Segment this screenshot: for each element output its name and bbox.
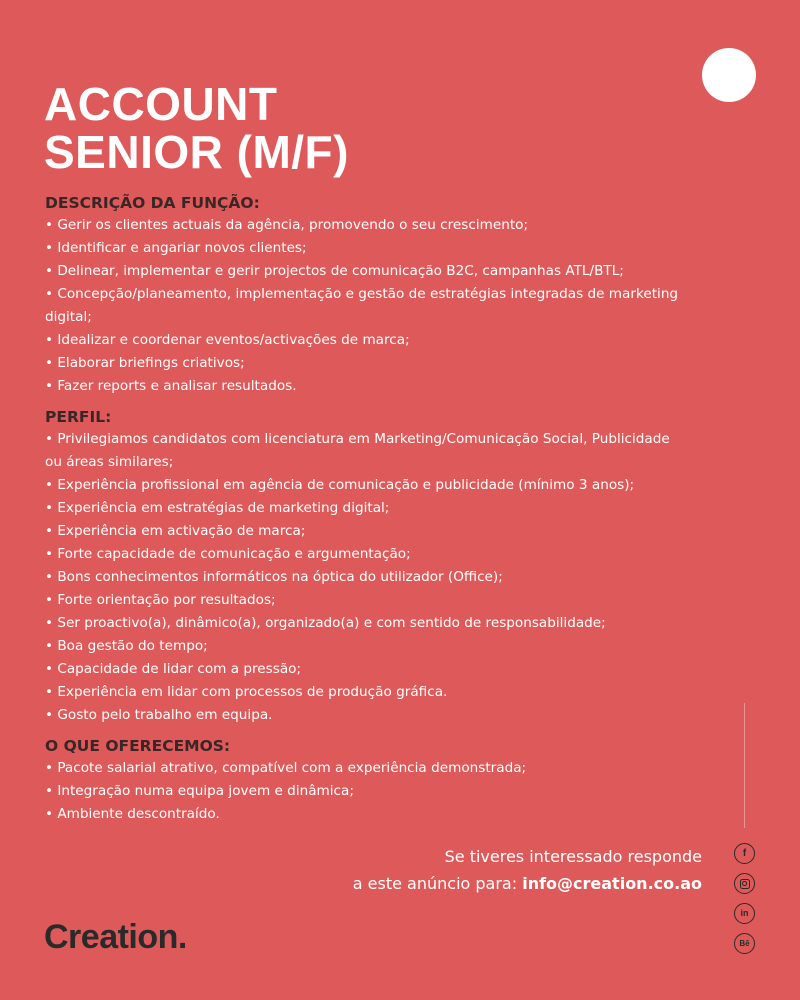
section-heading: PERFIL: bbox=[45, 408, 112, 426]
list-item: • Idealizar e coordenar eventos/activações de marca; bbox=[45, 332, 410, 348]
list-item: • Gerir os clientes actuais da agência, promovendo o seu crescimento; bbox=[45, 217, 529, 233]
list-item: • Privilegiamos candidatos com licenciatura em Marketing/Comunicação Social, Publicidade ou áreas similares; bbox=[45, 431, 670, 470]
section-heading: DESCRIÇÃO DA FUNÇÃO: bbox=[45, 194, 260, 212]
section-offer bbox=[45, 735, 685, 826]
list-item: • Forte orientação por resultados; bbox=[45, 592, 276, 608]
list-item: • Capacidade de lidar com a pressão; bbox=[45, 661, 302, 677]
list-item: • Experiência profissional em agência de comunicação e publicidade (mínimo 3 anos); bbox=[45, 477, 635, 493]
list-item: • Ser proactivo(a), dinâmico(a), organizado(a) e com sentido de responsabilidade; bbox=[45, 615, 606, 631]
list-item: • Identificar e angariar novos clientes; bbox=[45, 240, 307, 256]
facebook-glyph: f bbox=[742, 847, 747, 859]
brand-logo: Creation. bbox=[44, 918, 187, 956]
section-heading: O QUE OFERECEMOS: bbox=[45, 737, 231, 755]
contact-email-link[interactable]: info@creation.co.ao bbox=[522, 874, 702, 893]
list-item: • Concepção/planeamento, implementação e gestão de estratégias integradas de marketing digital; bbox=[45, 286, 679, 325]
list-item: • Ambiente descontraído. bbox=[45, 806, 220, 822]
contact-prefix: a este anúncio para: bbox=[352, 874, 523, 893]
instagram-icon[interactable] bbox=[734, 873, 755, 894]
divider bbox=[744, 703, 745, 828]
job-description bbox=[45, 192, 685, 826]
list-item: • Elaborar briefings criativos; bbox=[45, 355, 245, 371]
job-title bbox=[44, 80, 349, 176]
facebook-icon[interactable] bbox=[734, 843, 755, 864]
contact-info bbox=[353, 843, 702, 897]
behance-icon[interactable] bbox=[734, 933, 755, 954]
list-item: • Boa gestão do tempo; bbox=[45, 638, 208, 654]
bullet-list bbox=[45, 428, 685, 727]
list-item: • Integração numa equipa jovem e dinâmica; bbox=[45, 783, 354, 799]
list-item: • Gosto pelo trabalho em equipa. bbox=[45, 707, 273, 723]
instagram-glyph bbox=[740, 879, 750, 889]
job-title-line-2: SENIOR (M/F) bbox=[44, 126, 349, 178]
list-item: • Experiência em activação de marca; bbox=[45, 523, 306, 539]
list-item: • Experiência em lidar com processos de produção gráfica. bbox=[45, 684, 448, 700]
behance-glyph: Bē bbox=[739, 938, 750, 948]
decorative-circle bbox=[702, 48, 756, 102]
list-item: • Pacote salarial atrativo, compatível com a experiência demonstrada; bbox=[45, 760, 527, 776]
job-title-line-1: ACCOUNT bbox=[44, 78, 278, 130]
list-item: • Delinear, implementar e gerir projectos de comunicação B2C, campanhas ATL/BTL; bbox=[45, 263, 624, 279]
social-links bbox=[734, 843, 755, 954]
bullet-list bbox=[45, 757, 685, 826]
list-item: • Experiência em estratégias de marketing digital; bbox=[45, 500, 390, 516]
bullet-list bbox=[45, 214, 685, 398]
section-description bbox=[45, 192, 685, 398]
linkedin-icon[interactable] bbox=[734, 903, 755, 924]
list-item: • Fazer reports e analisar resultados. bbox=[45, 378, 297, 394]
list-item: • Bons conhecimentos informáticos na óptica do utilizador (Office); bbox=[45, 569, 503, 585]
list-item: • Forte capacidade de comunicação e argumentação; bbox=[45, 546, 411, 562]
contact-line-2 bbox=[353, 870, 702, 897]
linkedin-glyph: in bbox=[740, 908, 749, 918]
contact-line-1: Se tiveres interessado responde bbox=[444, 847, 702, 866]
section-profile bbox=[45, 406, 685, 727]
